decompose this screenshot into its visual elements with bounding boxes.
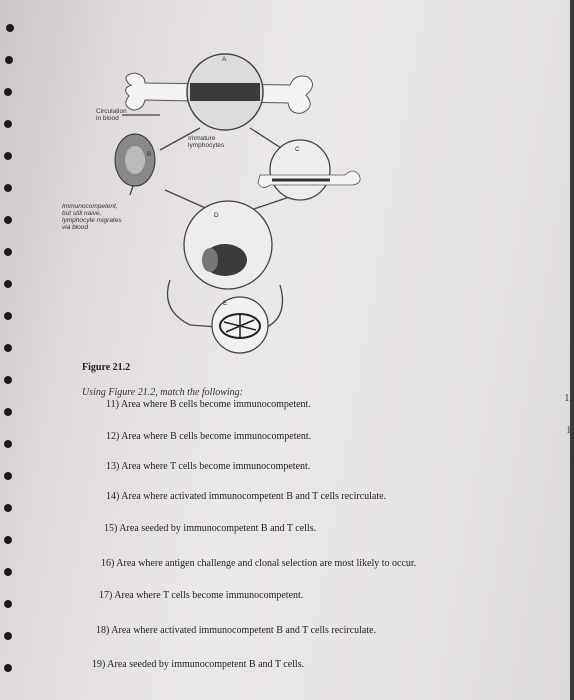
- edge-mark-1: 11: [564, 393, 574, 404]
- label-a: A: [222, 56, 227, 63]
- question-12: 12) Area where B cells become immunocompetent.: [106, 431, 312, 442]
- question-13: 13) Area where T cells become immunocompetent.: [106, 461, 311, 472]
- area-b-inner: [125, 146, 145, 174]
- marrow-band: [190, 83, 260, 101]
- figure-caption: Figure 21.2: [82, 362, 131, 373]
- immature-label: Immature lymphocytes: [188, 135, 225, 149]
- question-19: 19) Area seeded by immunocompetent B and T cells.: [92, 659, 305, 670]
- question-14: 14) Area where activated immunocompetent B and T cells recirculate.: [106, 491, 387, 502]
- question-11: 11) Area where B cells become immunocompetent.: [106, 399, 311, 410]
- immunocompetent-label: Immunocompetent, but still naive, lymphocyte migrates via blood: [62, 203, 122, 231]
- question-15: 15) Area seeded by immunocompetent B and T cells.: [104, 523, 317, 534]
- question-16: 16) Area where antigen challenge and clonal selection are most likely to occur.: [101, 558, 417, 569]
- lymphocyte-diagram: [60, 40, 370, 370]
- lymph-node-inner: [202, 248, 218, 272]
- question-17: 17) Area where T cells become immunocompetent.: [99, 590, 304, 601]
- edge-mark-2: 1:: [566, 425, 574, 436]
- circulation-label: Circulation in blood: [96, 108, 127, 122]
- area-c-circle: [270, 140, 330, 200]
- label-e: E: [223, 300, 228, 307]
- figure-instruction: Using Figure 21.2, match the following:: [82, 387, 244, 398]
- question-18: 18) Area where activated immunocompetent B and T cells recirculate.: [96, 625, 377, 636]
- label-d: D: [214, 212, 219, 219]
- label-b: B: [147, 151, 152, 158]
- edge-mark-3: 1: [569, 456, 574, 467]
- label-c: C: [295, 146, 300, 153]
- spiral-binding: [0, 0, 30, 700]
